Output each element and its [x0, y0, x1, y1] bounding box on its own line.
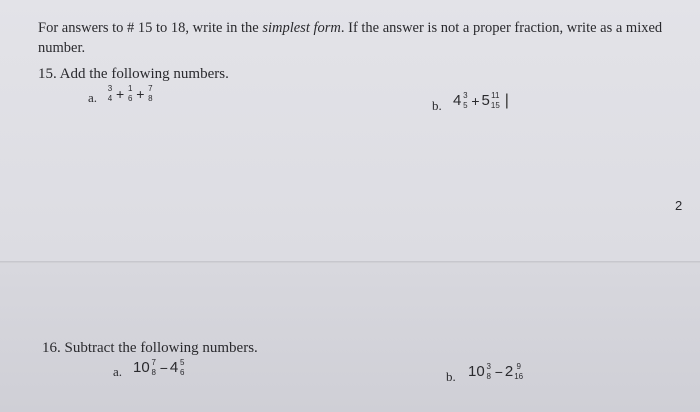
- q15b-label: b.: [432, 98, 442, 113]
- instructions-emphasis: simplest form: [262, 20, 341, 36]
- q16a-fraction-2: [179, 358, 185, 377]
- q15a-op-1: +: [116, 85, 125, 102]
- q16b-whole-2: 2: [504, 363, 514, 380]
- q15b-expression: [453, 91, 509, 110]
- worksheet-page-bottom: [0, 264, 700, 412]
- text-cursor: |: [504, 91, 509, 109]
- instructions-prefix: For answers to # 15 to 18, write in the: [38, 20, 263, 36]
- instructions-suffix: . If the answer is not a proper fraction, write as a mixed number.: [38, 20, 663, 56]
- q15b-fraction-2: [491, 91, 500, 110]
- q16b-label: b.: [446, 369, 456, 384]
- q15a-fraction-3: [147, 84, 153, 103]
- q16b-fraction-1: [486, 362, 492, 381]
- question-15-title: 15. Add the following numbers.: [38, 66, 229, 82]
- q15a-label: a.: [88, 90, 98, 105]
- q15a-expression: [106, 84, 154, 103]
- q16a-whole-2: 4: [169, 359, 179, 376]
- q15a-f3-denominator: 8: [148, 94, 153, 103]
- q15a-op-2: +: [136, 85, 145, 102]
- q16b-fraction-2: [514, 362, 523, 381]
- q15a-f2-denominator: 6: [127, 94, 133, 103]
- q16a-f1-denominator: 8: [151, 368, 156, 377]
- q16b-f2-denominator: 16: [514, 372, 524, 381]
- q16b-f2-numerator: 9: [516, 362, 521, 371]
- q16b-op: −: [494, 363, 503, 380]
- q15b-f2-denominator: 15: [490, 101, 500, 110]
- q16a-label: a.: [113, 364, 123, 379]
- q16a-fraction-1: [151, 358, 157, 377]
- q16a-op: −: [159, 359, 168, 376]
- q15b-op: +: [471, 92, 480, 109]
- q16b-f1-numerator: 3: [486, 362, 491, 371]
- q16a-f2-numerator: 5: [179, 358, 185, 367]
- q15b-fraction-1: [462, 91, 468, 110]
- q15a-fraction-1: [107, 84, 113, 103]
- q15b-f1-denominator: 5: [463, 101, 468, 110]
- page-number: 2: [675, 198, 683, 213]
- instructions: [38, 18, 693, 58]
- q15b-whole-2: 5: [481, 92, 490, 109]
- q15a-f1-denominator: 4: [107, 94, 113, 103]
- q16a-expression: [133, 358, 186, 377]
- q15a-f2-numerator: 1: [127, 84, 133, 93]
- q15a-fraction-2: [127, 84, 133, 103]
- q15a-f3-numerator: 7: [148, 84, 153, 93]
- q16b-whole-1: 10: [468, 363, 485, 380]
- question-16-title: 16. Subtract the following numbers.: [42, 340, 258, 356]
- q16b-f1-denominator: 8: [486, 372, 491, 381]
- q16a-f2-denominator: 6: [179, 368, 185, 377]
- q15b-f2-numerator: 11: [491, 91, 500, 100]
- q16a-whole-1: 10: [133, 359, 150, 376]
- q15a-f1-numerator: 3: [107, 84, 113, 93]
- q15b-whole-1: 4: [453, 92, 462, 109]
- q16b-expression: [468, 362, 524, 381]
- q15b-f1-numerator: 3: [463, 91, 468, 100]
- q16a-f1-numerator: 7: [151, 358, 156, 367]
